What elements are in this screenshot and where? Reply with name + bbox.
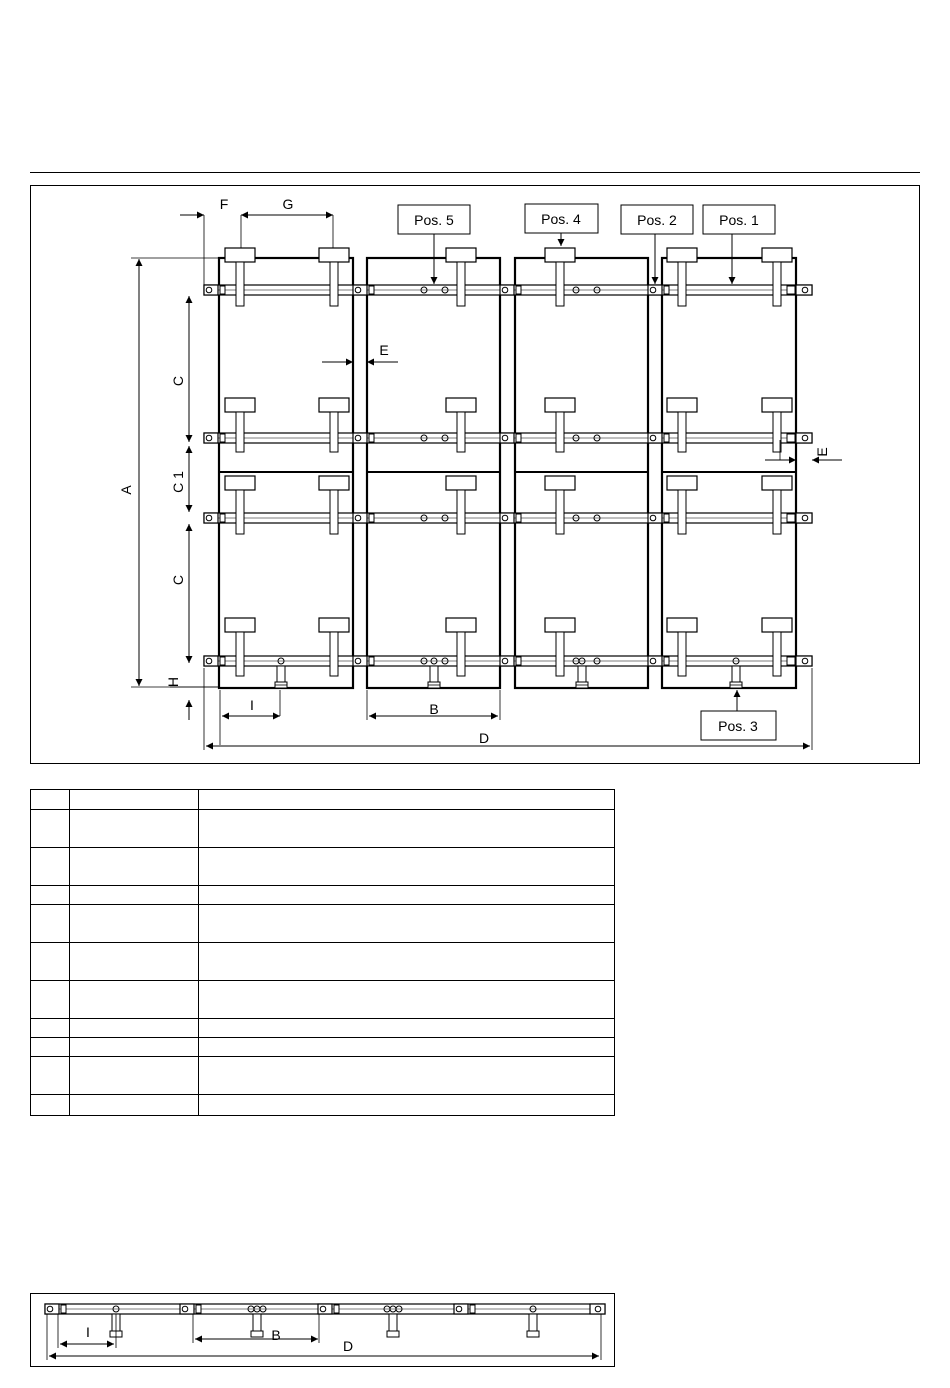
bolt-head [319, 398, 349, 412]
bottom-dim-label-I: I [86, 1324, 90, 1340]
dim-label-C-bottom: C [170, 574, 186, 586]
bolt-head [225, 476, 255, 490]
arrowhead [206, 743, 213, 750]
bottom-rail-bracket-foot [251, 1331, 263, 1337]
rail-clip [369, 286, 374, 294]
arrowhead [311, 1336, 318, 1343]
bottom-rail-end [590, 1304, 605, 1314]
dim-label-B: B [429, 701, 439, 717]
bolt-head [667, 476, 697, 490]
table-cell [70, 810, 199, 848]
table-cell [31, 790, 70, 810]
dim-label-G: G [282, 196, 294, 212]
bolt-stem [236, 490, 244, 534]
bolt-head [762, 618, 792, 632]
table-cell [70, 848, 199, 886]
table-row [31, 886, 615, 905]
dim-label-I: I [250, 697, 254, 713]
arrowhead [431, 277, 438, 284]
bolt-stem [556, 262, 564, 306]
bottom-rail-clip [470, 1305, 475, 1313]
bolt-stem [678, 490, 686, 534]
bolt-head [446, 476, 476, 490]
arrowhead [652, 277, 659, 284]
rail-end-cap [796, 285, 812, 295]
table-row [31, 981, 615, 1019]
bottom-dimensions [47, 1314, 601, 1360]
dim-label-H: H [165, 676, 181, 688]
rail-clip [220, 514, 225, 522]
bottom-dim-label-B: B [271, 1327, 281, 1343]
dim-label-E-right: E [814, 447, 830, 457]
bolt-head [225, 248, 255, 262]
table-cell [199, 981, 615, 1019]
table-row [31, 905, 615, 943]
table-cell [199, 943, 615, 981]
callout-pos3: Pos. 3 [718, 718, 758, 734]
bolt-stem [457, 632, 465, 676]
rail-end-clip [787, 657, 795, 665]
bolt-stem [330, 262, 338, 306]
bolt-stem [556, 490, 564, 534]
bolt-head [319, 476, 349, 490]
arrowhead [186, 446, 193, 453]
table-cell [199, 810, 615, 848]
bottom-rail-bracket-stem [529, 1314, 537, 1331]
spec-table-body [31, 790, 615, 1116]
bottom-diagram [30, 1293, 615, 1367]
arrowhead [369, 713, 376, 720]
bottom-rail-bracket-stem [389, 1314, 397, 1331]
arrowhead [326, 212, 333, 219]
table-cell [199, 790, 615, 810]
bottom-rail [45, 1304, 605, 1337]
rail-end-cap [796, 656, 812, 666]
arrowhead [60, 1341, 67, 1348]
rail-clip [664, 434, 669, 442]
arrowhead [136, 679, 143, 686]
rail-clip [369, 514, 374, 522]
table-cell [70, 790, 199, 810]
arrowhead [729, 277, 736, 284]
table-cell [31, 981, 70, 1019]
bottom-bracket-stem [430, 666, 438, 682]
bolt-stem [556, 632, 564, 676]
table-row [31, 1095, 615, 1116]
bolt-head [667, 398, 697, 412]
arrowhead [107, 1341, 114, 1348]
bolt-head [446, 618, 476, 632]
arrowhead [195, 1336, 202, 1343]
bolt-stem [773, 632, 781, 676]
dim-label-A: A [118, 485, 134, 495]
bolt-head [319, 248, 349, 262]
bolt-head [667, 248, 697, 262]
table-row [31, 848, 615, 886]
arrowhead [186, 296, 193, 303]
table-row [31, 1057, 615, 1095]
table-row [31, 943, 615, 981]
rail-end-clip [787, 434, 795, 442]
callout-pos5: Pos. 5 [414, 212, 454, 228]
table-cell [199, 848, 615, 886]
rail-end-cap [796, 433, 812, 443]
bottom-rail-bracket-stem [253, 1314, 261, 1331]
table-cell [31, 1038, 70, 1057]
table-cell [199, 1057, 615, 1095]
bolt-head [446, 248, 476, 262]
arrowhead [197, 212, 204, 219]
bolt-head [545, 398, 575, 412]
bolts [225, 248, 792, 676]
spec-table [30, 789, 615, 1116]
bottom-rail-bracket-foot [387, 1331, 399, 1337]
table-cell [199, 905, 615, 943]
arrowhead [592, 1353, 599, 1360]
table-cell [199, 1038, 615, 1057]
bolt-stem [236, 412, 244, 452]
dim-label-C-top: C [170, 375, 186, 387]
bolt-stem [457, 490, 465, 534]
bolt-stem [773, 490, 781, 534]
arrowhead [136, 259, 143, 266]
rail-end-clip [787, 514, 795, 522]
table-cell [70, 1057, 199, 1095]
dim-label-E-left: E [379, 342, 389, 358]
table-cell [31, 1019, 70, 1038]
table-cell [31, 848, 70, 886]
arrowhead [186, 505, 193, 512]
bolt-head [446, 398, 476, 412]
rail-clip [516, 434, 521, 442]
bolt-stem [678, 262, 686, 306]
arrowhead [241, 212, 248, 219]
rail-clip [664, 657, 669, 665]
table-cell [70, 1019, 199, 1038]
rail-clip [664, 514, 669, 522]
main-diagram [30, 185, 920, 765]
arrowhead [491, 713, 498, 720]
table-row [31, 790, 615, 810]
table-cell [31, 810, 70, 848]
arrowhead [273, 713, 280, 720]
arrowhead [186, 656, 193, 663]
bolt-head [545, 618, 575, 632]
bolt-head [225, 398, 255, 412]
bolt-head [762, 248, 792, 262]
rail-clip [220, 434, 225, 442]
dim-label-F: F [219, 196, 229, 212]
bolt-stem [330, 412, 338, 452]
bottom-rail-bracket-foot [527, 1331, 539, 1337]
bolt-stem [457, 262, 465, 306]
table-cell [31, 943, 70, 981]
table-cell [70, 943, 199, 981]
bottom-rail-clip [61, 1305, 66, 1313]
table-cell [31, 1095, 70, 1116]
callout-pos4: Pos. 4 [541, 211, 581, 227]
diagram-frame [31, 186, 920, 764]
table-cell [199, 1095, 615, 1116]
bottom-bracket-stem [732, 666, 740, 682]
dim-label-D: D [478, 730, 490, 746]
rail-clip [369, 434, 374, 442]
rails [204, 285, 812, 666]
bolt-head [319, 618, 349, 632]
bolt-head [667, 618, 697, 632]
bottom-bracket-stem [578, 666, 586, 682]
bolt-head [545, 476, 575, 490]
rail-clip [516, 286, 521, 294]
table-cell [70, 981, 199, 1019]
table-cell [199, 1019, 615, 1038]
rail-clip [220, 657, 225, 665]
arrowhead [734, 690, 741, 697]
arrowhead [222, 713, 229, 720]
rail-clip [369, 657, 374, 665]
rail-clip [664, 286, 669, 294]
arrowhead [803, 743, 810, 750]
bottom-rail-clip [334, 1305, 339, 1313]
bolt-head [225, 618, 255, 632]
bolt-stem [556, 412, 564, 452]
table-row [31, 1038, 615, 1057]
callout-pos1: Pos. 1 [719, 212, 759, 228]
rail-clip [220, 286, 225, 294]
rail-clip [516, 657, 521, 665]
callout-pos2: Pos. 2 [637, 212, 677, 228]
bolt-stem [236, 632, 244, 676]
bolt-stem [678, 632, 686, 676]
dim-label-C1: C 1 [170, 471, 186, 493]
bottom-bracket-stem [277, 666, 285, 682]
table-cell [31, 886, 70, 905]
rail-end-clip [787, 286, 795, 294]
arrowhead [558, 239, 565, 246]
bolt-stem [236, 262, 244, 306]
table-cell [70, 886, 199, 905]
table-row [31, 810, 615, 848]
bolt-stem [457, 412, 465, 452]
bolt-head [762, 476, 792, 490]
table-cell [31, 1057, 70, 1095]
table-cell [70, 905, 199, 943]
rail-end-cap [796, 513, 812, 523]
table-cell [199, 886, 615, 905]
bolt-stem [773, 262, 781, 306]
table-cell [70, 1095, 199, 1116]
arrowhead [186, 524, 193, 531]
table-row [31, 1019, 615, 1038]
bottom-rail-clip [196, 1305, 201, 1313]
bolt-stem [678, 412, 686, 452]
bolt-head [762, 398, 792, 412]
bolt-head [545, 248, 575, 262]
panels [219, 258, 796, 688]
top-rule [30, 172, 920, 173]
arrowhead [49, 1353, 56, 1360]
bolt-stem [330, 490, 338, 534]
bolt-stem [330, 632, 338, 676]
arrowhead [186, 435, 193, 442]
table-cell [70, 1038, 199, 1057]
table-cell [31, 905, 70, 943]
rail-clip [516, 514, 521, 522]
bottom-dim-label-D: D [342, 1338, 354, 1354]
